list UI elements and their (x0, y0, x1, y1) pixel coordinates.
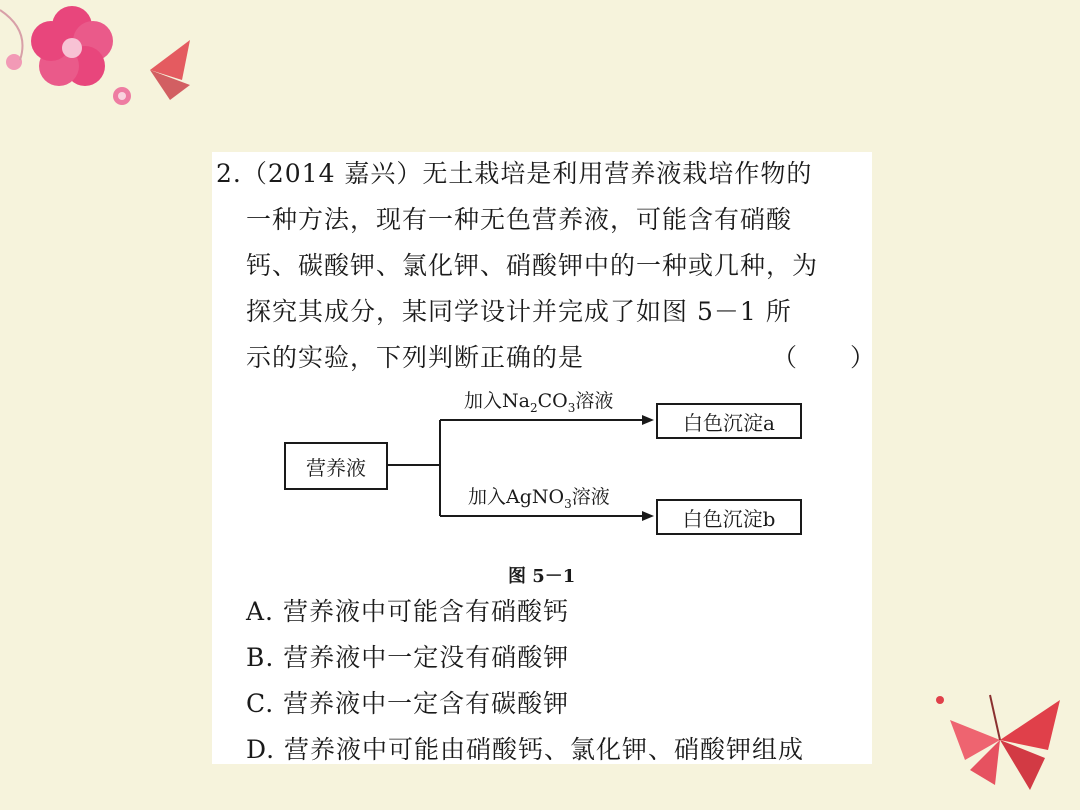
figure-caption: 图 5－1 (508, 566, 576, 587)
white-precipitate-b-box (656, 499, 802, 535)
question-line-5: 示的实验，下列判断正确的是 (246, 343, 585, 372)
answer-bracket: （ ） (772, 343, 877, 372)
white-precipitate-a-box (656, 403, 802, 439)
white-precipitate-b-label: 白色沉淀b (682, 506, 776, 531)
question-line-2: 一种方法，现有一种无色营养液，可能含有硝酸 (246, 205, 793, 234)
option-c: C. 营养液中一定含有碳酸钾 (246, 689, 570, 718)
question-line-3: 钙、碳酸钾、氯化钾、硝酸钾中的一种或几种，为 (246, 251, 819, 280)
question-line-4: 探究其成分，某同学设计并完成了如图 5－1 所 (246, 297, 792, 326)
option-b: B. 营养液中一定没有硝酸钾 (246, 643, 570, 672)
white-precipitate-a-label: 白色沉淀a (683, 410, 775, 435)
option-d: D. 营养液中可能由硝酸钙、氯化钾、硝酸钾组成 (246, 735, 805, 764)
butterfly-decoration-icon (930, 680, 1080, 810)
top-arrow-label: 加入$Na_2CO_3$溶液 (464, 390, 614, 415)
bottom-arrow-label: 加入AgNO$_3$溶液 (468, 486, 610, 511)
flower-decoration-icon (0, 0, 200, 130)
option-a: A. 营养液中可能含有硝酸钙 (246, 597, 569, 626)
nutrient-solution-box (284, 442, 388, 490)
nutrient-solution-label: 营养液 (306, 455, 366, 480)
question-line-1: 2.（2014 嘉兴）无土栽培是利用营养液栽培作物的 (216, 159, 813, 188)
question-panel (212, 152, 877, 764)
